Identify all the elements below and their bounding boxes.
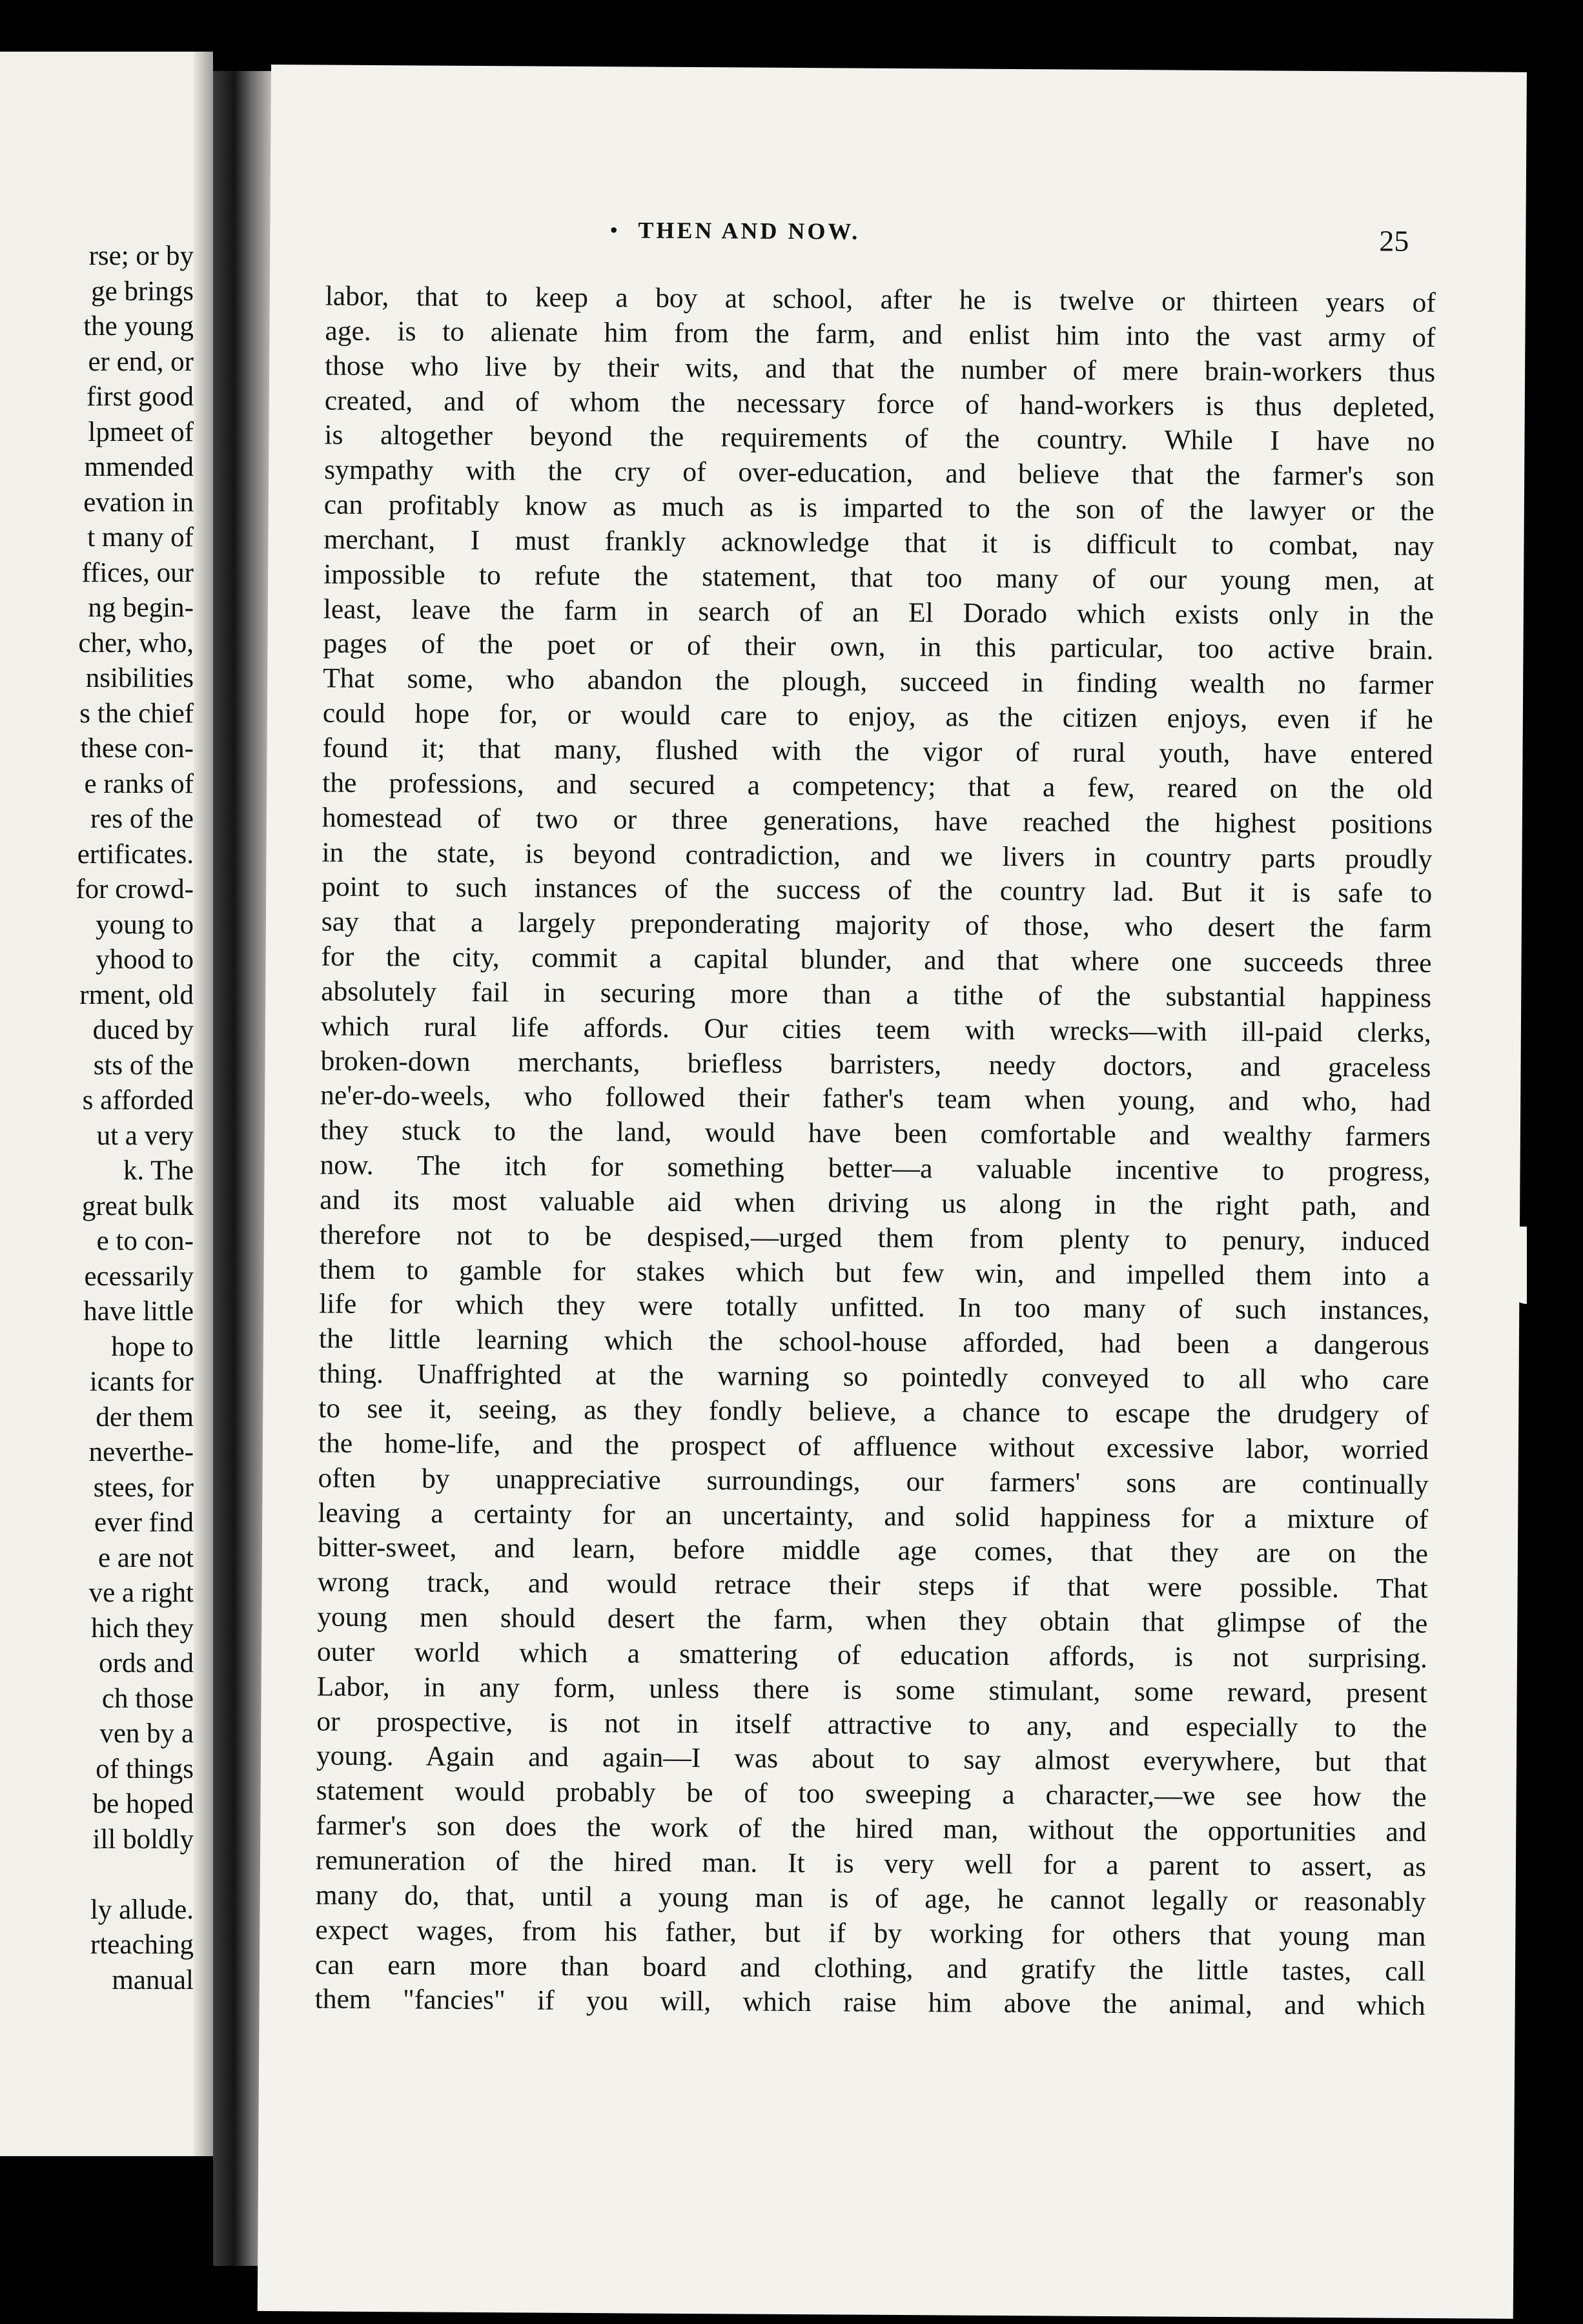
previous-page-line: icants for bbox=[89, 1367, 194, 1397]
previous-page-line: ch those bbox=[101, 1683, 194, 1714]
body-text-line: absolutely fail in securing more than a tithe of the substantial happiness bbox=[321, 975, 1432, 1014]
body-text-line: merchant, I must frankly acknowledge that it is difficult to combat, nay bbox=[323, 524, 1435, 562]
previous-page-line bbox=[0, 1857, 194, 1893]
previous-page-line: der them bbox=[96, 1402, 194, 1432]
previous-page-line: manual bbox=[112, 1964, 194, 1995]
body-text-line: expect wages, from his father, but if by working for others that young man bbox=[315, 1914, 1426, 1952]
previous-page-line: ven by a bbox=[99, 1718, 194, 1749]
body-text-line: young men should desert the farm, when they obtain that glimpse of the bbox=[317, 1601, 1428, 1640]
body-text-line: wrong track, and would retrace their steps if that were possible. That bbox=[317, 1566, 1428, 1605]
body-text-line: statement would probably be of too sweeping a character,—we see how the bbox=[316, 1775, 1427, 1813]
body-text-line: and its most valuable aid when driving us along in the right path, and bbox=[320, 1184, 1431, 1222]
previous-page-line: ge brings bbox=[91, 276, 194, 307]
previous-page-curl-shadow bbox=[194, 52, 213, 2156]
body-text-line: broken-down merchants, briefless barristers, needy doctors, and graceless bbox=[320, 1045, 1431, 1083]
body-text-line: the professions, and secured a competency; that a few, reared on the old bbox=[322, 767, 1433, 805]
body-text-line: for the city, commit a capital blunder, and that where one succeeds three bbox=[321, 941, 1432, 979]
previous-page-line: s afforded bbox=[82, 1085, 194, 1116]
body-text-line: impossible to refute the statement, that too many of our young men, at bbox=[323, 558, 1435, 596]
previous-page-line: rse; or by bbox=[88, 241, 194, 271]
body-text-line: remuneration of the hired man. It is very well for a parent to assert, as bbox=[315, 1844, 1427, 1882]
previous-page-line: hich they bbox=[91, 1613, 194, 1644]
running-head-title: THEN AND NOW. bbox=[638, 217, 861, 245]
page-25 bbox=[258, 65, 1527, 2319]
previous-page-line: yhood to bbox=[96, 944, 194, 975]
body-text-line: in the state, is beyond contradiction, and we livers in country parts proudly bbox=[322, 837, 1433, 875]
scan-border-right bbox=[1527, 39, 1583, 2324]
previous-page-line: duced by bbox=[92, 1015, 194, 1045]
previous-page-line: first good bbox=[86, 382, 194, 412]
body-text-line: sympathy with the cry of over-education, and believe that the farmer's son bbox=[324, 454, 1435, 493]
body-text-line: they stuck to the land, would have been comfortable and wealthy farmers bbox=[320, 1114, 1431, 1153]
previous-page-line: mmended bbox=[84, 452, 194, 482]
previous-page-line: of things bbox=[96, 1753, 194, 1784]
body-text-line: them to gamble for stakes which but few win, and impelled them into a bbox=[319, 1254, 1430, 1292]
previous-page-line: e ranks of bbox=[84, 768, 194, 799]
previous-page-line: sts of the bbox=[93, 1050, 194, 1081]
previous-page-line: ut a very bbox=[96, 1120, 194, 1151]
previous-page-line: res of the bbox=[90, 804, 194, 834]
previous-page-line: have little bbox=[83, 1296, 194, 1327]
body-text-line: That some, who abandon the plough, succeed in finding wealth no farmer bbox=[323, 662, 1434, 701]
previous-page-line: hope to bbox=[111, 1331, 194, 1362]
previous-page-line: ffices, our bbox=[81, 557, 194, 588]
body-text-line: pages of the poet or of their own, in this particular, too active brain. bbox=[323, 627, 1434, 666]
body-text-line: found it; that many, flushed with the vigor of rural youth, have entered bbox=[322, 732, 1433, 770]
body-text-line: thing. Unaffrighted at the warning so pointedly conveyed to all who care bbox=[318, 1358, 1429, 1396]
previous-page-line: young to bbox=[96, 909, 194, 940]
body-text-line: least, leave the farm in search of an El Dorado which exists only in the bbox=[323, 593, 1434, 631]
body-text-line: the little learning which the school-house afforded, had been a dangerous bbox=[318, 1323, 1430, 1361]
previous-page-line: k. The bbox=[123, 1156, 194, 1186]
body-text-line: say that a largely preponderating majority of those, who desert the farm bbox=[321, 906, 1433, 944]
previous-page-line: s the chief bbox=[79, 698, 194, 729]
previous-page-line: nsibilities bbox=[85, 663, 194, 693]
previous-page-line: the young bbox=[83, 311, 194, 341]
body-text-line: can earn more than board and clothing, and gratify the little tastes, call bbox=[314, 1948, 1426, 1987]
body-text-line: homestead of two or three generations, have reached the highest positions bbox=[322, 802, 1433, 840]
body-text-line: the home-life, and the prospect of affluence without excessive labor, worried bbox=[318, 1427, 1429, 1465]
body-text-line: labor, that to keep a boy at school, after he is twelve or thirteen years of bbox=[325, 280, 1436, 319]
body-text-line: which rural life affords. Our cities teem with wrecks—with ill-paid clerks, bbox=[320, 1010, 1432, 1048]
body-text-line: to see it, seeing, as they fondly believe, a chance to escape the drudgery of bbox=[318, 1392, 1429, 1431]
body-text-line: Labor, in any form, unless there is some stimulant, some reward, present bbox=[316, 1671, 1427, 1709]
running-head-bullet: • bbox=[609, 217, 618, 243]
body-text-line: now. The itch for something better—a valuable incentive to progress, bbox=[320, 1149, 1431, 1188]
previous-page-line: e to con- bbox=[96, 1226, 194, 1256]
previous-page-line: ve a right bbox=[88, 1578, 194, 1608]
previous-page-line: rteaching bbox=[90, 1930, 194, 1960]
page-number: 25 bbox=[1379, 224, 1409, 258]
body-text-line: can profitably know as much as is imparted to the son of the lawyer or the bbox=[323, 489, 1435, 527]
previous-page-line: e are not bbox=[97, 1542, 194, 1573]
body-text-line: many do, that, until a young man is of age, he cannot legally or reasonably bbox=[315, 1879, 1426, 1917]
body-text-line: outer world which a smattering of education affords, is not surprising. bbox=[316, 1636, 1428, 1674]
previous-page-line: er end, or bbox=[88, 346, 194, 377]
previous-page-line: stees, for bbox=[93, 1472, 194, 1503]
previous-page-fragment bbox=[0, 52, 213, 2156]
previous-page-line: ever find bbox=[94, 1507, 194, 1538]
previous-page-line: these con- bbox=[80, 733, 194, 764]
body-text-line: those who live by their wits, and that the number of mere brain-workers thus bbox=[325, 350, 1436, 388]
body-text-line: or prospective, is not in itself attractive to any, and especially to the bbox=[316, 1706, 1427, 1744]
body-text-line: farmer's son does the work of the hired man, without the opportunities and bbox=[316, 1809, 1427, 1848]
previous-page-line: ecessarily bbox=[84, 1261, 194, 1292]
body-text-line: young. Again and again—I was about to say almost everywhere, but that bbox=[316, 1740, 1427, 1779]
previous-page-line: evation in bbox=[83, 487, 194, 518]
previous-page-line: rment, old bbox=[79, 979, 194, 1010]
previous-page-line: be hoped bbox=[92, 1789, 194, 1819]
body-text-line: is altogether beyond the requirements of the country. While I have no bbox=[324, 419, 1435, 458]
previous-page-line: great bulk bbox=[81, 1190, 194, 1221]
previous-page-line: ill boldly bbox=[92, 1824, 194, 1855]
body-text bbox=[315, 280, 1436, 2024]
body-text-line: could hope for, or would care to enjoy, as the citizen enjoys, even if he bbox=[322, 697, 1433, 736]
body-text-line: created, and of whom the necessary force of hand-workers is thus depleted, bbox=[324, 385, 1435, 423]
previous-page-line: neverthe- bbox=[88, 1437, 194, 1467]
previous-page-line: ng begin- bbox=[88, 593, 194, 623]
body-text-line: point to such instances of the success of the country lad. But it is safe to bbox=[322, 871, 1433, 910]
previous-page-line: cher, who, bbox=[78, 627, 194, 658]
body-text-line: ne'er-do-weels, who followed their father's team when young, and who, had bbox=[320, 1079, 1431, 1118]
body-text-line: often by unappreciative surroundings, our farmers' sons are continually bbox=[318, 1462, 1429, 1500]
body-text-line: them "fancies" if you will, which raise him above the animal, and which bbox=[314, 1983, 1425, 2022]
body-text-line: life for which they were totally unfitted. In too many of such instances, bbox=[319, 1288, 1430, 1327]
body-text-line: bitter-sweet, and learn, before middle age comes, that they are on the bbox=[317, 1531, 1429, 1570]
previous-page-line: ords and bbox=[99, 1648, 194, 1678]
previous-page-text bbox=[0, 239, 194, 1998]
body-text-line: leaving a certainty for an uncertainty, and solid happiness for a mixture of bbox=[318, 1497, 1429, 1535]
previous-page-line: for crowd- bbox=[76, 874, 194, 904]
previous-page-line: t many of bbox=[87, 522, 194, 553]
body-text-line: therefore not to be despised,—urged them from plenty to penury, induced bbox=[319, 1219, 1431, 1257]
previous-page-line: ly allude. bbox=[90, 1894, 194, 1925]
previous-page-line: lpmeet of bbox=[88, 416, 194, 447]
previous-page-line: ertificates. bbox=[77, 839, 194, 870]
running-head bbox=[270, 214, 1526, 261]
body-text-line: age. is to alienate him from the farm, and enlist him into the vast army of bbox=[325, 315, 1436, 353]
